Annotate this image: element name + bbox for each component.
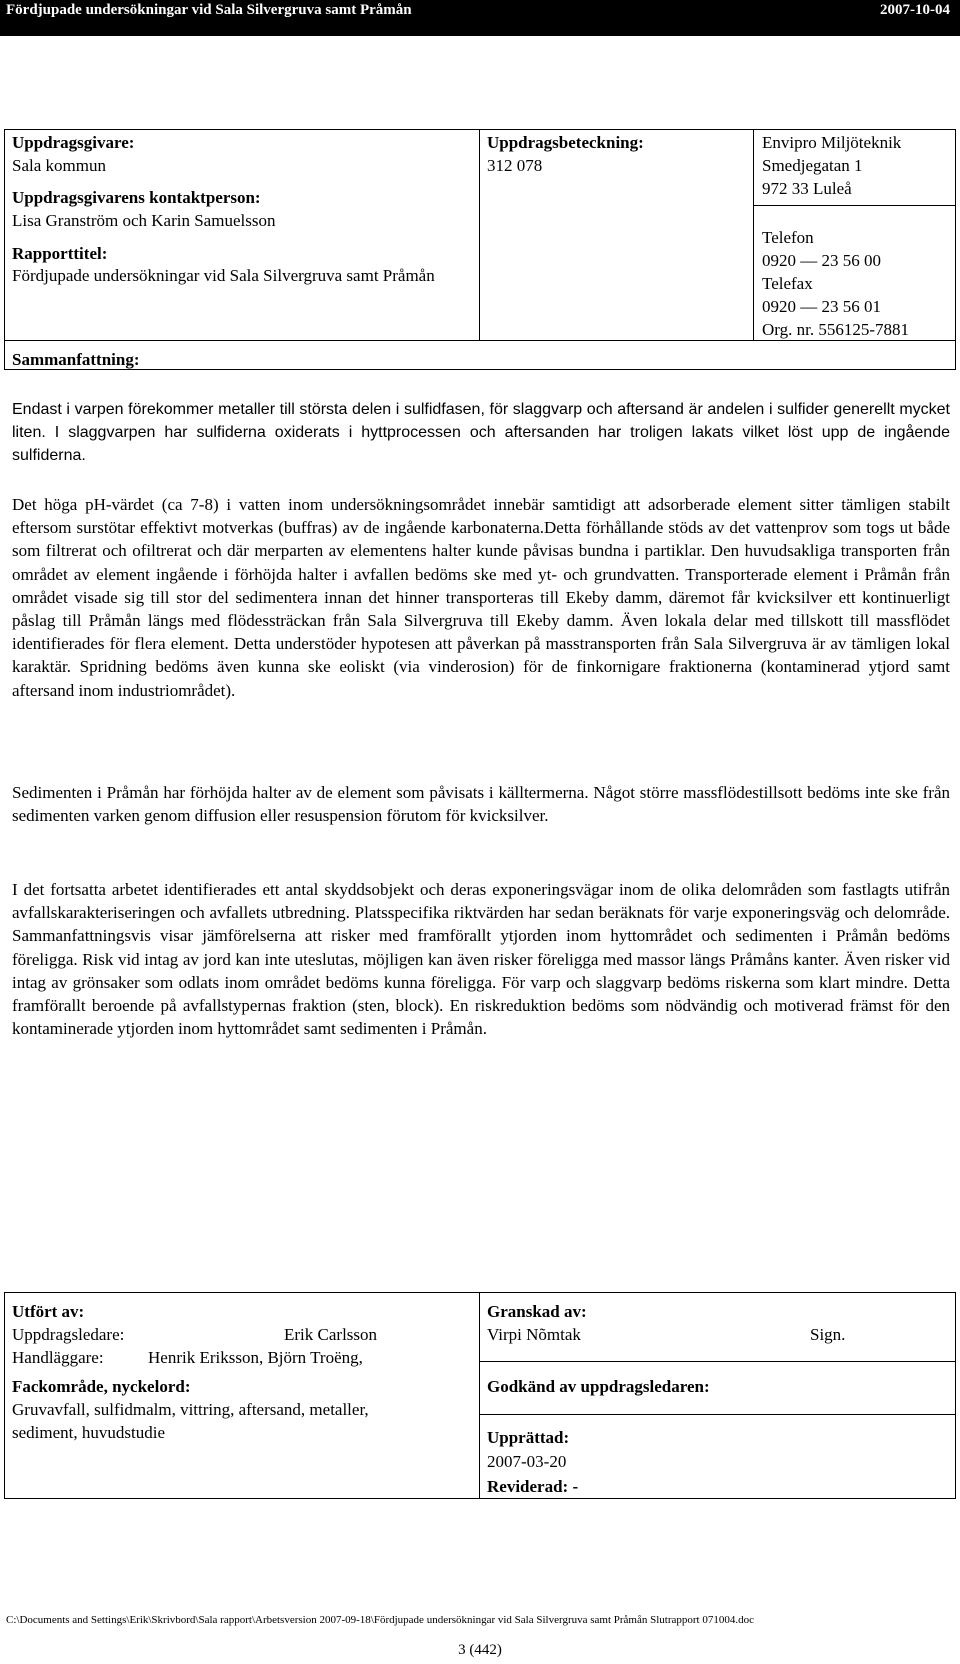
keywords-line: Gruvavfall, sulfidmalm, vittring, aftersand, metaller, bbox=[12, 1400, 369, 1419]
client-value: Sala kommun bbox=[12, 156, 106, 175]
handler-value: Henrik Eriksson, Björn Troëng, bbox=[148, 1348, 363, 1367]
keywords-line: sediment, huvudstudie bbox=[12, 1423, 165, 1442]
contact-label: Uppdragsgivarens kontaktperson: bbox=[12, 188, 261, 207]
fax-value: 0920 — 23 56 01 bbox=[762, 297, 881, 316]
report-title-label: Rapporttitel: bbox=[12, 244, 108, 263]
table-divider bbox=[479, 1414, 956, 1415]
contact-value: Lisa Granström och Karin Samuelsson bbox=[12, 211, 276, 230]
approved-label: Godkänd av uppdragsledaren: bbox=[487, 1377, 710, 1396]
phone-value: 0920 — 23 56 00 bbox=[762, 251, 881, 270]
page-number: 3 (442) bbox=[458, 1642, 502, 1658]
created-label: Upprättad: bbox=[487, 1428, 570, 1447]
table-divider bbox=[479, 1361, 956, 1362]
company-city: 972 33 Luleå bbox=[762, 179, 852, 198]
summary-label: Sammanfattning: bbox=[12, 350, 140, 369]
table-divider bbox=[753, 129, 754, 340]
header-title: Fördjupade undersökningar vid Sala Silvergruva samt Pråmån bbox=[6, 2, 412, 18]
client-label: Uppdragsgivare: bbox=[12, 133, 135, 152]
reviewed-label: Granskad av: bbox=[487, 1302, 587, 1321]
assignment-label: Uppdragsbeteckning: bbox=[487, 133, 644, 152]
fax-label: Telefax bbox=[762, 274, 813, 293]
report-title-value: Fördjupade undersökningar vid Sala Silvergruva samt Pråmån bbox=[12, 266, 435, 285]
field-label: Fackområde, nyckelord: bbox=[12, 1377, 191, 1396]
org-number: Org. nr. 556125-7881 bbox=[762, 320, 910, 339]
table-divider bbox=[4, 340, 956, 341]
company-name: Envipro Miljöteknik bbox=[762, 133, 902, 152]
table-divider bbox=[479, 1292, 480, 1499]
file-path: C:\Documents and Settings\Erik\Skrivbord\Sala rapport\Arbetsversion 2007-09-18\Fördjupade undersökningar vid Sala Silvergruva samt Pråmån Slutrapport 071004.doc bbox=[6, 1614, 754, 1626]
assignment-value: 312 078 bbox=[487, 156, 543, 175]
summary-paragraph: I det fortsatta arbetet identifierades ett antal skyddsobjekt och deras exponeringsvägar inom de olika delområden som fastlagts utifrån avfallskarakteriseringen och avfallets utbredning. Platsspecifika riktvärden har sedan beräknats för varje exponeringsväg och delområde. Sammanfattningsvis visar jämförelserna att risker med framförallt ytjorden inom hyttområdet och sedimenten i Pråmån bedöms föreligga. Risk vid intag av jord kan inte uteslutas, möjligen kan även risker föreligga med massor längs Pråmåns kanter. Även risker vid intag av grönsaker som odlats inom området bedöms kunna föreligga. För varp och slaggvarp bedöms riskerna som klart mindre. Detta framförallt beroende på avfallstypernas fraktion (sten, block). En riskreduktion bedöms som nödvändig och motiverad främst för den kontaminerade ytjorden inom hyttområdet samt sedimenten i Pråmån. bbox=[12, 880, 950, 1039]
header-date: 2007-10-04 bbox=[880, 2, 950, 18]
page-header bbox=[0, 0, 960, 36]
sign-label: Sign. bbox=[810, 1325, 846, 1344]
project-leader-value: Erik Carlsson bbox=[284, 1325, 378, 1344]
table-divider bbox=[753, 205, 956, 206]
project-leader-label: Uppdragsledare: bbox=[12, 1325, 125, 1344]
reviewer-value: Virpi Nõmtak bbox=[487, 1325, 581, 1344]
summary-paragraph: Det höga pH-värdet (ca 7-8) i vatten inom undersökningsområdet innebär samtidigt att adsorberade element sitter tämligen stabilt eftersom surstötar effektivt motverkas (buffras) av de ingående karbonaterna.Detta förhållande stöds av det vattenprov som togs ut både som filtrerat och ofiltrerat och där merparten av elementens halter kunde påvisas bundna i partiklar. Den huvudsakliga transporten från området av element ingående i förhöjda halter i avfallen bedöms ske med yt- och grundvatten. Transporterade element i Pråmån från området visade sig till stor del sedimentera innan det hinner transporteras till Ekeby damm, däremot får kvicksilver ett kontinuerligt påslag till Pråmån längs med flödessträckan från Sala Silvergruva till Ekeby damm. Även lokala delar med tillskott till massflödet identifierades för flera element. Detta understöder hypotesen att påverkan på masstransporten från Sala Silvergruva är av tämligen lokal karaktär. Spridning bedöms även kunna ske eoliskt (via vinderosion) för de finkornigare fraktionerna (kontaminerad ytjord samt aftersand inom industriområdet). bbox=[12, 495, 950, 700]
company-street: Smedjegatan 1 bbox=[762, 156, 863, 175]
created-value: 2007-03-20 bbox=[487, 1452, 567, 1471]
handler-label: Handläggare: bbox=[12, 1348, 104, 1367]
summary-paragraph: Sedimenten i Pråmån har förhöjda halter av de element som påvisats i källtermerna. Något större massflödestillsott bedöms inte ske från sedimenten varken genom diffusion eller resuspension förutom för kvicksilver. bbox=[12, 783, 950, 826]
summary-paragraph: Endast i varpen förekommer metaller till största delen i sulfidfasen, för slaggvarp och aftersand är andelen i sulfider generellt mycket liten. I slaggvarpen har sulfiderna oxiderats i hyttprocessen och aftersanden har troligen lakats vilket löst upp de ingående sulfiderna. bbox=[12, 401, 950, 465]
performed-label: Utfört av: bbox=[12, 1302, 85, 1321]
table-divider bbox=[479, 129, 480, 340]
phone-label: Telefon bbox=[762, 228, 814, 247]
revised-label: Reviderad: - bbox=[487, 1477, 579, 1496]
